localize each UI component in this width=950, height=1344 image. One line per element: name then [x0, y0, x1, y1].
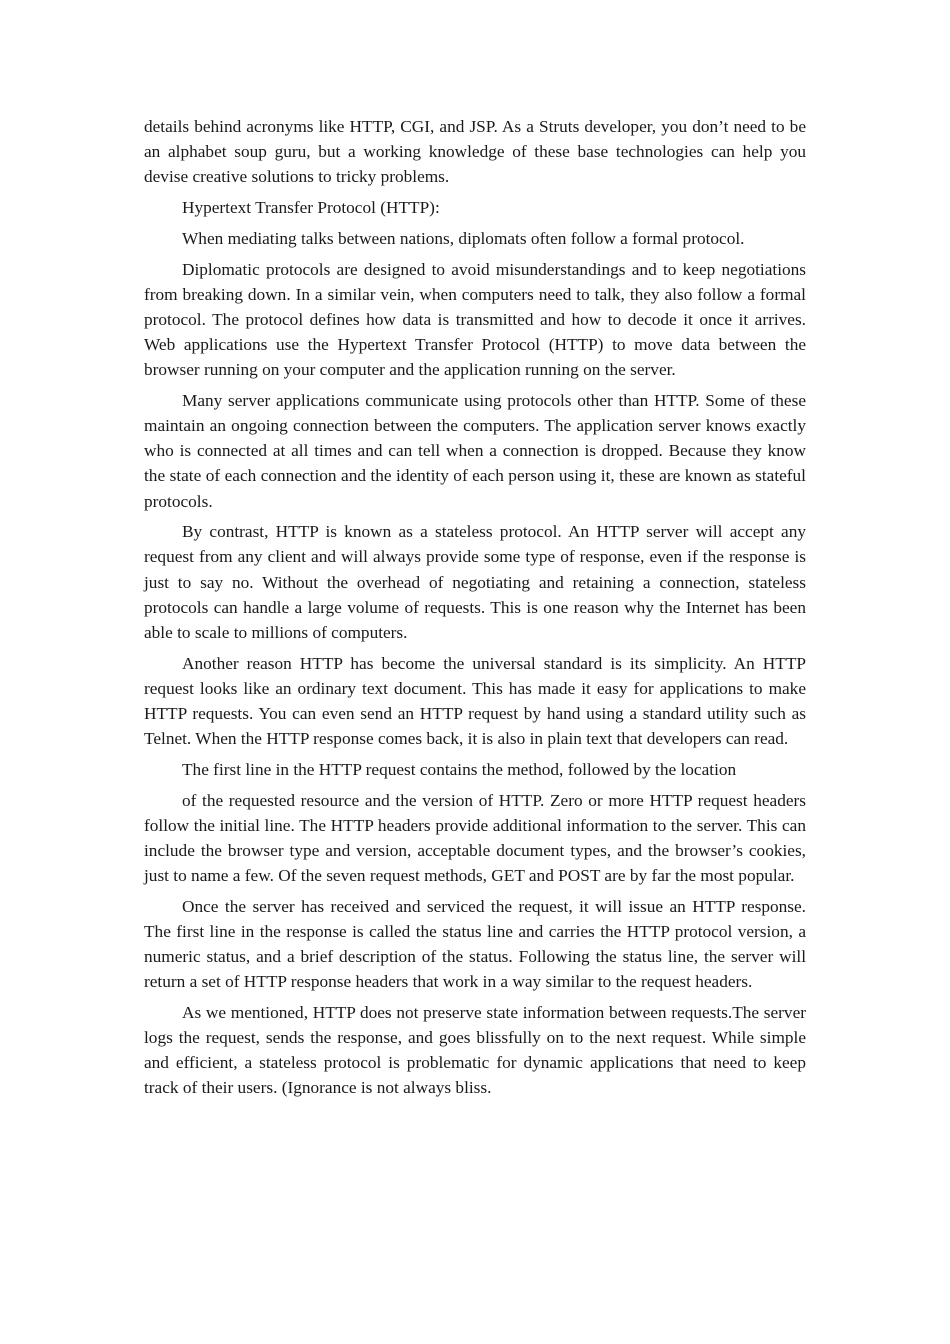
paragraph-request-headers: of the requested resource and the version of HTTP. Zero or more HTTP request headers follow the initial line. The HTTP headers provide additional information to the server. This can include the browser type and version, acceptable document types, and the browser’s cookies, just to name a few. Of the seven request methods, GET and POST are by far the most popular.	[144, 790, 806, 885]
section-heading-http: Hypertext Transfer Protocol (HTTP):	[182, 198, 440, 218]
body-text	[144, 114, 806, 1106]
paragraph-intro-continuation: details behind acronyms like HTTP, CGI, and JSP. As a Struts developer, you don’t need to be an alphabet soup guru, but a working knowledge of these base technologies can help you devise creative solutions to tricky problems.	[144, 117, 806, 187]
paragraph-stateful-protocols: Many server applications communicate using protocols other than HTTP. Some of these maintain an ongoing connection between the computers. The application server knows exactly who is connected at all times and can tell when a connection is dropped. Because they know the state of each connection and the identity of each person using it, these are known as stateful protocols.	[144, 391, 806, 511]
paragraph-diplomatic-protocols: Diplomatic protocols are designed to avoid misunderstandings and to keep negotiations from breaking down. In a similar vein, when computers need to talk, they also follow a formal protocol. The protocol defines how data is transmitted and how to decode it once it arrives. Web applications use the Hypertext Transfer Protocol (HTTP) to move data between the browser running on your computer and the application running on the server.	[144, 259, 806, 380]
paragraph-diplomats: When mediating talks between nations, diplomats often follow a formal protocol.	[182, 228, 745, 248]
paragraph-http-response: Once the server has received and serviced the request, it will issue an HTTP response. The first line in the response is called the status line and carries the HTTP protocol version, a numeric status, and a brief description of the status. Following the status line, the server will return a set of HTTP response headers that work in a way similar to the request headers.	[144, 896, 806, 992]
paragraph-request-first-line: The first line in the HTTP request contains the method, followed by the location	[182, 759, 737, 779]
paragraph-simplicity: Another reason HTTP has become the universal standard is its simplicity. An HTTP request looks like an ordinary text document. This has made it easy for applications to make HTTP requests. You can even send an HTTP request by hand using a standard utility such as Telnet. When the HTTP response comes back, it is also in plain text that developers can read.	[144, 653, 806, 748]
paragraph-state-information: As we mentioned, HTTP does not preserve state information between requests.The server logs the request, sends the response, and goes blissfully on to the next request. While simple and efficient, a stateless protocol is problematic for dynamic applications that need to keep track of their users. (Ignorance is not always bliss.	[144, 1003, 806, 1098]
paragraph-stateless-protocol: By contrast, HTTP is known as a stateless protocol. An HTTP server will accept any request from any client and will always provide some type of response, even if the response is just to say no. Without the overhead of negotiating and retaining a connection, stateless protocols can handle a large volume of requests. This is one reason why the Internet has been able to scale to millions of computers.	[144, 522, 806, 642]
